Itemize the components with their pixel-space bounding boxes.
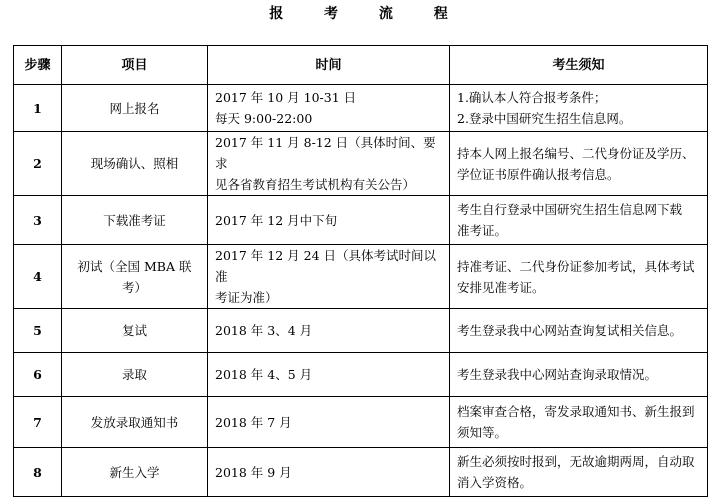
time-line: 2018 年 4、5 月	[215, 367, 313, 382]
time-line: 2017 年 10 月 10-31 日	[215, 90, 357, 105]
note-line: 安排见准考证。	[457, 279, 545, 295]
item-cell: 现场确认、照相	[62, 132, 208, 196]
time-cell	[208, 309, 450, 353]
table-row	[14, 309, 708, 353]
time-cell	[208, 85, 450, 132]
note-cell	[450, 245, 708, 309]
note-cell	[450, 132, 708, 196]
time-cell	[208, 353, 450, 397]
step-number: 3	[14, 196, 62, 245]
note-line: 须知等。	[457, 425, 508, 440]
table-row	[14, 196, 708, 245]
time-cell	[208, 245, 450, 309]
step-number: 2	[14, 132, 62, 196]
item-cell: 录取	[62, 353, 208, 397]
note-line: 新生必须按时报到，无故逾期两周，自动取	[457, 454, 695, 469]
time-cell	[208, 397, 450, 448]
table-row	[14, 448, 708, 497]
step-number: 5	[14, 309, 62, 353]
note-cell	[450, 353, 708, 397]
note-cell	[450, 309, 708, 353]
time-line: 2018 年 3、4 月	[215, 323, 313, 338]
time-line: 考证为准）	[215, 290, 278, 305]
table-row	[14, 397, 708, 448]
note-cell	[450, 85, 708, 132]
note-line: 持本人网上报名编号、二代身份证及学历、	[457, 145, 695, 161]
time-line: 2017 年 12 月中下旬	[215, 212, 338, 228]
time-line: 每天 9:00-22:00	[215, 111, 313, 126]
table-row	[14, 245, 708, 309]
page-title: 报 考 流 程	[269, 6, 466, 22]
process-table	[13, 45, 708, 497]
item-cell: 初试（全国 MBA 联考）	[62, 245, 208, 309]
note-line: 档案审查合格，寄发录取通知书、新生报到	[457, 404, 695, 419]
time-line: 2018 年 9 月	[215, 464, 292, 480]
step-number: 6	[14, 353, 62, 397]
note-line: 考生登录我中心网站查询录取情况。	[457, 367, 658, 382]
item-cell: 新生入学	[62, 448, 208, 497]
time-line: 2017 年 12 月 24 日（具体考试时间以准	[215, 248, 436, 284]
item-cell: 下载准考证	[62, 196, 208, 245]
item-cell: 复试	[62, 309, 208, 353]
time-cell	[208, 448, 450, 497]
note-line: 学位证书原件确认报考信息。	[457, 166, 620, 182]
note-cell	[450, 397, 708, 448]
note-line: 考生自行登录中国研究生招生信息网下载	[457, 202, 683, 217]
step-number: 1	[14, 85, 62, 132]
header-step: 步骤	[14, 46, 62, 85]
step-number: 8	[14, 448, 62, 497]
item-cell: 发放录取通知书	[62, 397, 208, 448]
time-line: 2018 年 7 月	[215, 414, 292, 430]
note-cell	[450, 448, 708, 497]
step-number: 4	[14, 245, 62, 309]
time-cell	[208, 196, 450, 245]
note-line: 2.登录中国研究生招生信息网。	[457, 111, 632, 126]
header-time: 时间	[208, 46, 450, 85]
header-row	[14, 46, 708, 85]
table-row	[14, 353, 708, 397]
time-line: 见各省教育招生考试机构有关公告）	[215, 177, 416, 192]
time-line: 2017 年 11 月 8-12 日（具体时间、要求	[215, 135, 436, 171]
note-line: 考生登录我中心网站查询复试相关信息。	[457, 323, 683, 338]
table-row	[14, 85, 708, 132]
note-line: 持准考证、二代身份证参加考试，具体考试	[457, 258, 695, 274]
header-note: 考生须知	[450, 46, 708, 85]
note-line: 准考证。	[457, 223, 508, 238]
time-cell	[208, 132, 450, 196]
note-cell	[450, 196, 708, 245]
item-cell: 网上报名	[62, 85, 208, 132]
header-item: 项目	[62, 46, 208, 85]
note-line: 消入学资格。	[457, 475, 533, 490]
step-number: 7	[14, 397, 62, 448]
table-row	[14, 132, 708, 196]
note-line: 1.确认本人符合报考条件；	[457, 90, 607, 105]
